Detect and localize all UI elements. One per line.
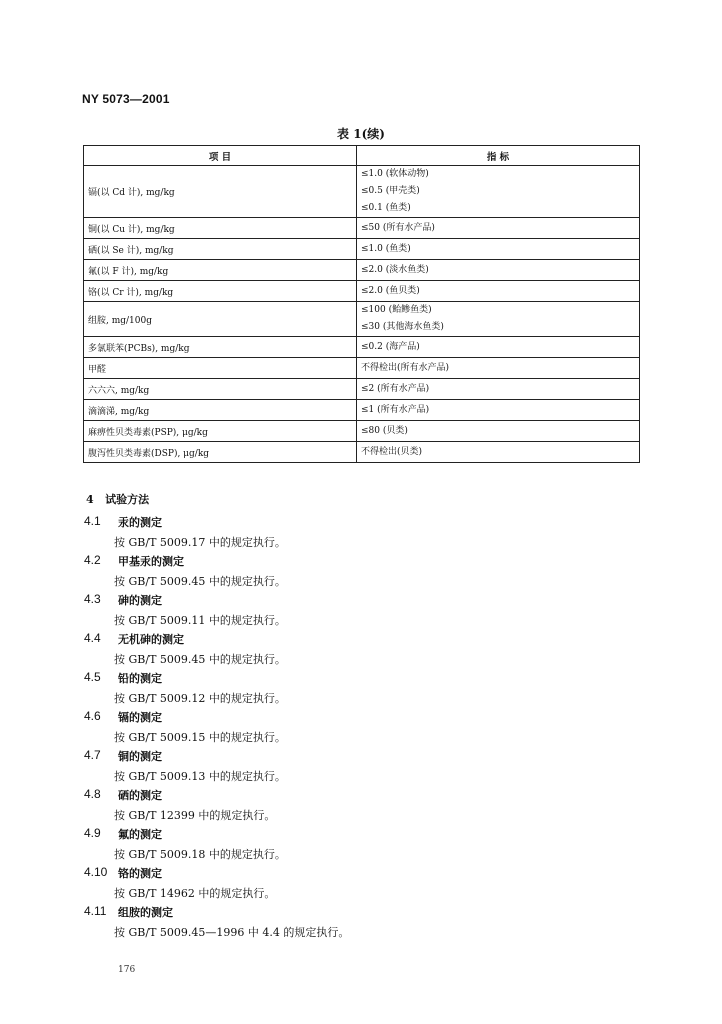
limit-cell <box>357 358 640 379</box>
method-item <box>84 826 644 865</box>
method-item <box>84 748 644 787</box>
table-row <box>84 218 640 239</box>
limit-cell <box>357 442 640 463</box>
method-title: 无机砷的测定 <box>118 633 184 646</box>
method-title: 砷的测定 <box>118 594 162 607</box>
method-number: 4.11 <box>84 904 107 918</box>
test-methods-list <box>84 514 644 943</box>
method-item <box>84 904 644 943</box>
item-cell: 组胺, mg/100g <box>84 302 357 337</box>
method-title: 镉的测定 <box>118 711 162 724</box>
method-title: 氟的测定 <box>118 828 162 841</box>
method-text: 按 GB/T 14962 中的规定执行。 <box>114 887 276 900</box>
limit-cell <box>357 421 640 442</box>
item-cell: 铬(以 Cr 计), mg/kg <box>84 281 357 302</box>
limit-cell <box>357 337 640 358</box>
table-row <box>84 281 640 302</box>
limit-value: ≤0.1 (鱼类) <box>361 203 411 213</box>
limit-value: ≤1 (所有水产品) <box>361 404 430 415</box>
limit-cell <box>357 260 640 281</box>
method-number: 4.3 <box>84 592 101 606</box>
limit-cell <box>357 281 640 302</box>
section-number: 4 <box>86 493 94 506</box>
table-row <box>84 260 640 281</box>
method-item <box>84 514 644 553</box>
item-cell: 硒(以 Se 计), mg/kg <box>84 239 357 260</box>
method-number: 4.1 <box>84 514 101 528</box>
limit-value: ≤30 (其他海水鱼类) <box>361 322 444 332</box>
method-number: 4.7 <box>84 748 101 762</box>
method-number: 4.2 <box>84 553 101 567</box>
table-row <box>84 302 640 337</box>
item-cell: 氟(以 F 计), mg/kg <box>84 260 357 281</box>
table-row <box>84 400 640 421</box>
method-title: 铅的测定 <box>118 672 162 685</box>
section-title: 试验方法 <box>105 493 150 506</box>
limit-value: ≤0.2 (海产品) <box>361 341 420 352</box>
limit-cell <box>357 239 640 260</box>
table-row <box>84 239 640 260</box>
method-number: 4.10 <box>84 865 108 879</box>
limit-cell <box>357 166 640 218</box>
limit-cell <box>357 379 640 400</box>
limit-value: ≤2.0 (淡水鱼类) <box>361 264 429 275</box>
method-title: 铬的测定 <box>118 867 162 880</box>
limit-value: ≤80 (贝类) <box>361 425 408 436</box>
method-item <box>84 787 644 826</box>
section-heading <box>86 491 149 507</box>
method-title: 甲基汞的测定 <box>118 555 184 568</box>
method-text: 按 GB/T 5009.18 中的规定执行。 <box>114 848 286 861</box>
table-row <box>84 379 640 400</box>
column-header-limit: 指 标 <box>357 146 640 166</box>
method-item <box>84 709 644 748</box>
table-row <box>84 166 640 218</box>
item-cell: 六六六, mg/kg <box>84 379 357 400</box>
method-item <box>84 631 644 670</box>
method-title: 汞的测定 <box>118 516 162 529</box>
limit-value: ≤2.0 (鱼贝类) <box>361 285 420 296</box>
limit-value: ≤1.0 (鱼类) <box>361 243 411 254</box>
table-row <box>84 337 640 358</box>
method-item <box>84 670 644 709</box>
limit-value: ≤2 (所有水产品) <box>361 383 430 394</box>
item-cell: 多氯联苯(PCBs), mg/kg <box>84 337 357 358</box>
method-item <box>84 865 644 904</box>
table-header-row <box>84 146 640 166</box>
method-item <box>84 592 644 631</box>
method-number: 4.6 <box>84 709 101 723</box>
table-row <box>84 421 640 442</box>
column-header-item: 项 目 <box>84 146 357 166</box>
limit-value: ≤100 (鲐鲹鱼类) <box>361 305 432 315</box>
method-number: 4.9 <box>84 826 101 840</box>
method-text: 按 GB/T 5009.45 中的规定执行。 <box>114 575 286 588</box>
item-cell: 腹泻性贝类毒素(DSP), μg/kg <box>84 442 357 463</box>
item-cell: 滴滴涕, mg/kg <box>84 400 357 421</box>
method-text: 按 GB/T 12399 中的规定执行。 <box>114 809 276 822</box>
item-cell: 甲醛 <box>84 358 357 379</box>
standard-number: NY 5073—2001 <box>82 92 170 106</box>
limit-cell <box>357 218 640 239</box>
method-text: 按 GB/T 5009.15 中的规定执行。 <box>114 731 286 744</box>
item-cell: 麻痹性贝类毒素(PSP), μg/kg <box>84 421 357 442</box>
method-title: 组胺的测定 <box>118 906 173 919</box>
limit-value: 不得检出(贝类) <box>361 446 423 457</box>
method-item <box>84 553 644 592</box>
table-row <box>84 442 640 463</box>
limits-table <box>83 145 640 463</box>
method-number: 4.8 <box>84 787 101 801</box>
limit-cell <box>357 302 640 337</box>
table-caption: 表 1(续) <box>337 127 385 141</box>
limit-value: ≤50 (所有水产品) <box>361 222 435 233</box>
method-text: 按 GB/T 5009.45—1996 中 4.4 的规定执行。 <box>114 926 350 939</box>
page-number: 176 <box>118 965 136 975</box>
method-text: 按 GB/T 5009.12 中的规定执行。 <box>114 692 286 705</box>
method-title: 硒的测定 <box>118 789 162 802</box>
method-text: 按 GB/T 5009.17 中的规定执行。 <box>114 536 286 549</box>
table-row <box>84 358 640 379</box>
item-cell: 铜(以 Cu 计), mg/kg <box>84 218 357 239</box>
method-text: 按 GB/T 5009.13 中的规定执行。 <box>114 770 286 783</box>
method-number: 4.5 <box>84 670 101 684</box>
item-cell: 镉(以 Cd 计), mg/kg <box>84 166 357 218</box>
limit-value: ≤1.0 (软体动物) <box>361 169 429 179</box>
limit-value: ≤0.5 (甲壳类) <box>361 186 420 196</box>
method-number: 4.4 <box>84 631 101 645</box>
limit-value: 不得检出(所有水产品) <box>361 362 450 373</box>
method-title: 铜的测定 <box>118 750 162 763</box>
method-text: 按 GB/T 5009.11 中的规定执行。 <box>114 614 286 627</box>
method-text: 按 GB/T 5009.45 中的规定执行。 <box>114 653 286 666</box>
limit-cell <box>357 400 640 421</box>
